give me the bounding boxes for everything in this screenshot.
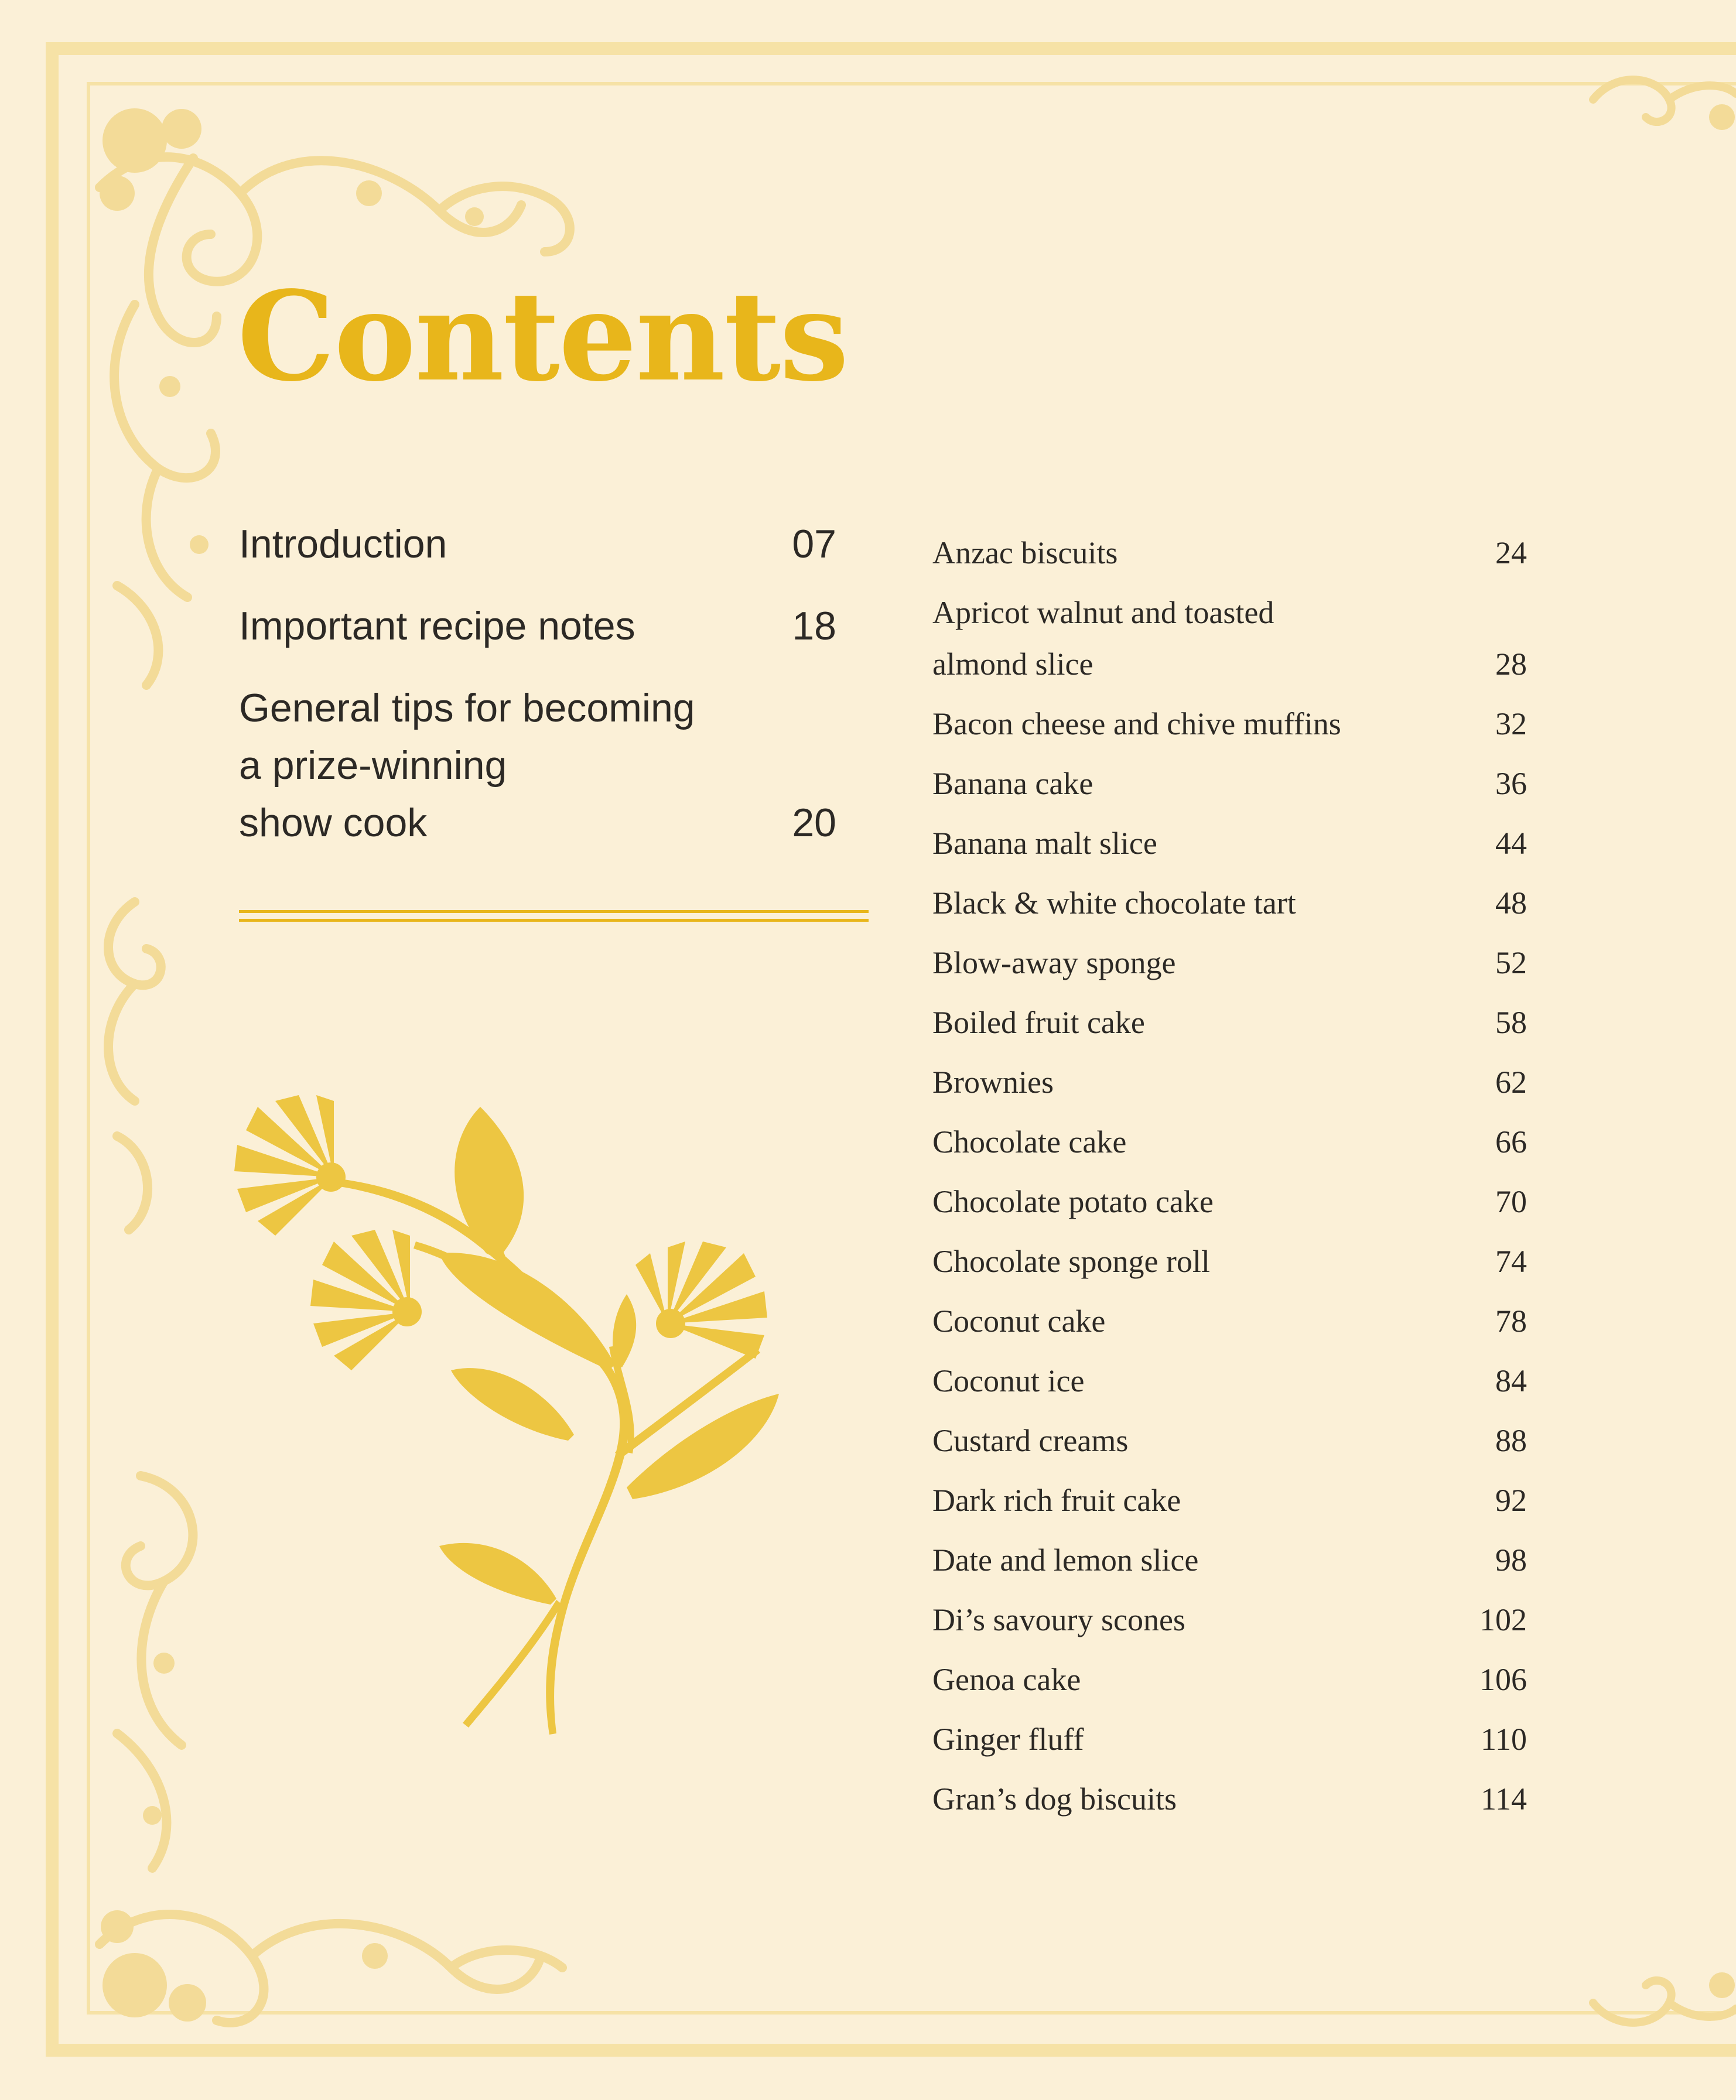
recipe-name: Date and lemon slice [932, 1542, 1199, 1578]
list-item[interactable] [932, 1594, 1527, 1646]
list-item[interactable] [932, 1654, 1527, 1705]
recipe-name: Bacon cheese and chive muffins [932, 706, 1341, 741]
recipe-page: 98 [1495, 1542, 1527, 1578]
recipe-page: 66 [1495, 1124, 1527, 1160]
recipe-page: 32 [1495, 706, 1527, 741]
list-item[interactable] [932, 527, 1527, 579]
recipe-page: 74 [1495, 1244, 1527, 1279]
recipe-name: Ginger fluff [932, 1722, 1084, 1757]
recipe-name: Banana cake [932, 766, 1093, 801]
side-flourish-left [64, 890, 182, 1241]
recipe-name: Di’s savoury scones [932, 1602, 1185, 1637]
recipe-name: Chocolate sponge roll [932, 1244, 1210, 1279]
flower-illustration [205, 1089, 820, 1751]
toc-entry-label: Important recipe notes [239, 604, 635, 648]
toc-entry-label: Introduction [239, 522, 447, 566]
recipe-name: Dark rich fruit cake [932, 1483, 1181, 1518]
list-item[interactable] [932, 587, 1527, 690]
list-item[interactable] [932, 1355, 1527, 1407]
recipe-name: Banana malt slice [932, 826, 1157, 861]
recipe-name: Coconut cake [932, 1304, 1106, 1339]
recipe-page: 78 [1495, 1304, 1527, 1339]
recipe-page: 24 [1495, 535, 1527, 570]
corner-flourish-bottom-right [1581, 1968, 1736, 2050]
recipe-page: 70 [1495, 1184, 1527, 1219]
recipe-name: Anzac biscuits [932, 535, 1118, 570]
list-item[interactable] [932, 1236, 1527, 1287]
list-item[interactable] [932, 937, 1527, 989]
list-item[interactable] [932, 877, 1527, 929]
list-item[interactable] [932, 1773, 1527, 1825]
recipe-page: 58 [1495, 1005, 1527, 1040]
recipe-page: 84 [1495, 1363, 1527, 1398]
list-item[interactable] [932, 1713, 1527, 1765]
page-title: Contents [237, 264, 848, 409]
recipe-page: 52 [1495, 945, 1527, 980]
recipe-name: Gran’s dog biscuits [932, 1781, 1177, 1817]
list-item[interactable] [932, 1176, 1527, 1227]
recipe-page: 48 [1495, 885, 1527, 921]
list-item[interactable] [932, 1415, 1527, 1466]
recipe-page: 92 [1495, 1483, 1527, 1518]
toc-entry-page: 07 [792, 522, 836, 566]
double-divider [239, 910, 869, 922]
toc-entry-page: 20 [792, 801, 836, 845]
recipe-list [932, 527, 1527, 1833]
recipe-page: 88 [1495, 1423, 1527, 1458]
corner-flourish-top-right [1581, 47, 1736, 141]
toc-entry-page: 18 [792, 604, 836, 648]
recipe-page: 28 [1495, 647, 1527, 682]
list-item[interactable] [932, 758, 1527, 809]
list-item[interactable] [932, 1534, 1527, 1586]
recipe-name: Brownies [932, 1065, 1054, 1100]
recipe-name: Chocolate potato cake [932, 1184, 1214, 1219]
recipe-page: 44 [1495, 826, 1527, 861]
toc-entry[interactable] [239, 597, 836, 655]
list-item[interactable] [932, 698, 1527, 750]
recipe-name: Boiled fruit cake [932, 1005, 1145, 1040]
toc-entry-label: General tips for becoming a prize-winning show cook [239, 686, 695, 845]
toc-entry[interactable] [239, 679, 836, 851]
list-item[interactable] [932, 1056, 1527, 1108]
recipe-name: Chocolate cake [932, 1124, 1127, 1160]
recipe-page: 114 [1481, 1781, 1527, 1817]
recipe-page: 36 [1495, 766, 1527, 801]
recipe-page: 102 [1479, 1602, 1527, 1637]
recipe-name: Blow-away sponge [932, 945, 1176, 980]
recipe-name: Genoa cake [932, 1662, 1081, 1697]
recipe-page: 106 [1479, 1662, 1527, 1697]
toc-entry[interactable] [239, 515, 836, 573]
recipe-name: Black & white chocolate tart [932, 885, 1296, 921]
recipe-page: 110 [1481, 1722, 1527, 1757]
recipe-name: Custard creams [932, 1423, 1129, 1458]
recipe-name: Coconut ice [932, 1363, 1085, 1398]
recipe-name: Apricot walnut and toasted almond slice [932, 595, 1274, 682]
main-sections-list [239, 515, 836, 851]
recipe-page: 62 [1495, 1065, 1527, 1100]
list-item[interactable] [932, 818, 1527, 869]
list-item[interactable] [932, 1475, 1527, 1526]
list-item[interactable] [932, 1295, 1527, 1347]
list-item[interactable] [932, 997, 1527, 1048]
list-item[interactable] [932, 1116, 1527, 1168]
